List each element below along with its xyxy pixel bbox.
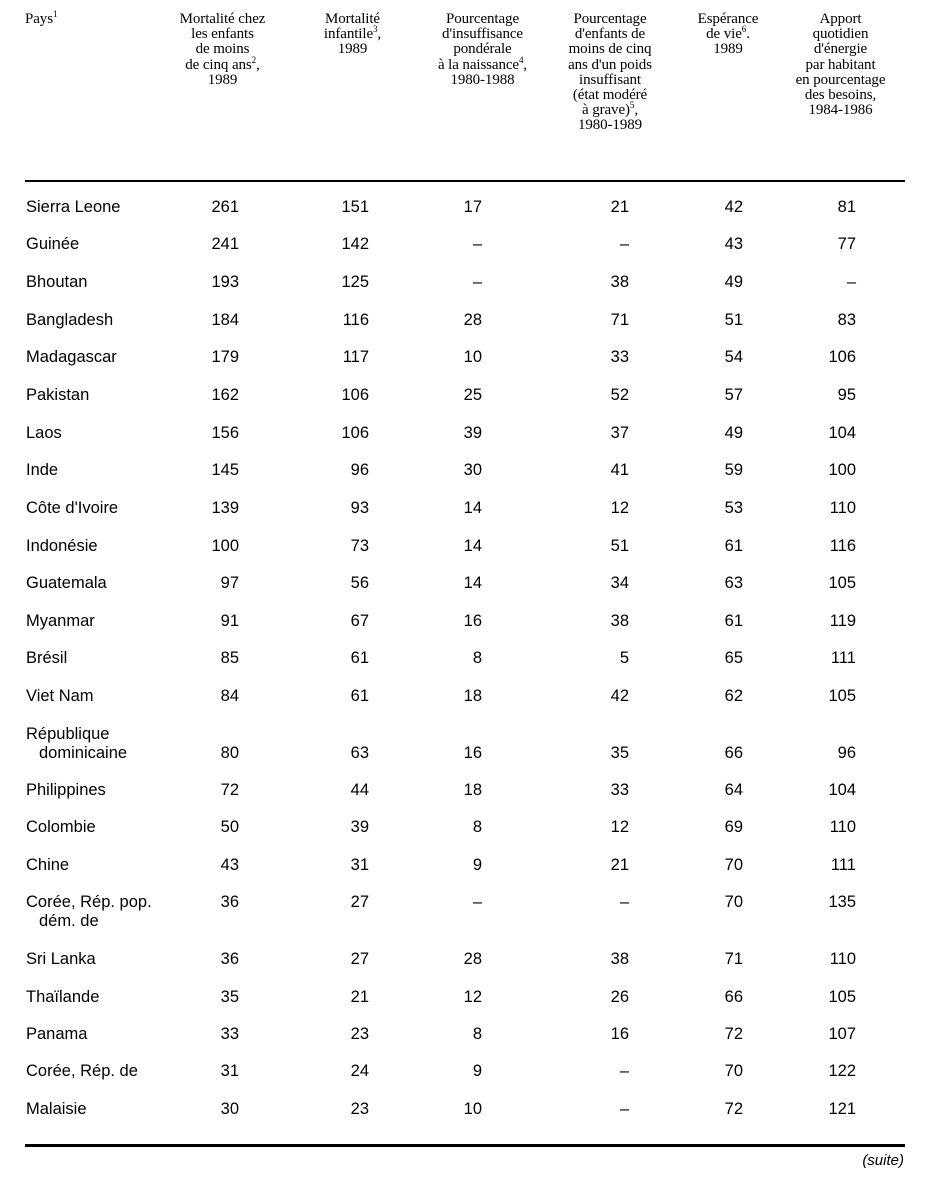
cell-underweight: 51 xyxy=(610,537,629,555)
cell-life: 70 xyxy=(724,1062,743,1080)
cell-u5: 31 xyxy=(220,1062,239,1080)
country-cell xyxy=(26,198,120,217)
header-pays-footnote: 1 xyxy=(52,9,58,19)
header-year: 1989 xyxy=(713,41,743,58)
cell-underweight: 37 xyxy=(610,424,629,442)
header-footnote: 4 xyxy=(519,54,524,65)
country-name: Panama xyxy=(26,1025,88,1043)
cell-life: 49 xyxy=(724,424,743,442)
cell-life: 66 xyxy=(724,744,743,762)
cell-life: 61 xyxy=(724,612,743,630)
cell-u5: 97 xyxy=(220,574,239,592)
header-line: ans d'un poids xyxy=(568,56,652,73)
cell-energy: 77 xyxy=(837,235,856,253)
country-name: Sierra Leone xyxy=(26,198,121,216)
cell-lbw: 16 xyxy=(463,744,482,762)
country-cell xyxy=(26,1100,87,1119)
header-line: d'énergie xyxy=(813,41,868,58)
header-line-with-footnote xyxy=(415,54,550,73)
header-under-five-mortality xyxy=(160,12,285,88)
header-line: Pourcentage xyxy=(573,11,647,27)
cell-infant: 151 xyxy=(341,198,369,216)
cell-energy: 95 xyxy=(837,386,856,404)
cell-infant: 24 xyxy=(350,1062,369,1080)
country-name: Corée, Rép. pop. xyxy=(26,893,152,911)
country-name: Brésil xyxy=(26,649,68,667)
cell-life: 61 xyxy=(724,537,743,555)
country-name: Myanmar xyxy=(26,612,95,630)
cell-energy: 135 xyxy=(828,893,856,911)
header-year: 1989 xyxy=(337,41,368,58)
country-name: Chine xyxy=(26,856,70,874)
country-cell xyxy=(26,386,89,405)
cell-infant: 21 xyxy=(350,988,369,1006)
country-name: Malaisie xyxy=(26,1100,87,1118)
cell-underweight: 33 xyxy=(610,348,629,366)
cell-underweight: – xyxy=(619,893,629,911)
cell-infant: 125 xyxy=(341,273,369,291)
country-cell xyxy=(26,273,87,292)
header-line: des besoins, xyxy=(804,87,877,104)
cell-life: 72 xyxy=(724,1025,743,1043)
country-cell xyxy=(26,499,118,518)
header-year: 1980-1988 xyxy=(450,71,515,88)
cell-underweight: 12 xyxy=(610,499,629,517)
cell-underweight: 26 xyxy=(610,988,629,1006)
header-line-text: de cinq ans xyxy=(185,56,252,73)
header-energy-supply xyxy=(778,12,903,118)
header-punct: , xyxy=(634,102,638,119)
table-bottom-rule xyxy=(25,1144,905,1147)
country-cell xyxy=(26,856,69,875)
cell-u5: 43 xyxy=(220,856,239,874)
country-cell xyxy=(26,461,58,480)
country-cell xyxy=(26,950,96,969)
header-line-text: à la naissance xyxy=(437,56,519,73)
header-line: Espérance xyxy=(697,11,759,27)
cell-lbw: 18 xyxy=(463,781,482,799)
cell-energy: 83 xyxy=(837,311,856,329)
cell-infant: 73 xyxy=(350,537,369,555)
cell-life: 51 xyxy=(724,311,743,329)
country-cell xyxy=(26,424,62,443)
cell-u5: 30 xyxy=(220,1100,239,1118)
header-line: 1984-1986 xyxy=(808,102,873,119)
cell-lbw: 14 xyxy=(463,537,482,555)
country-cell xyxy=(26,537,98,556)
cell-infant: 63 xyxy=(350,744,369,762)
cell-lbw: 18 xyxy=(463,687,482,705)
header-line-with-footnote xyxy=(295,24,410,43)
cell-u5: 85 xyxy=(220,649,239,667)
header-divider xyxy=(25,180,905,182)
country-cell xyxy=(26,1062,138,1081)
cell-life: 69 xyxy=(724,818,743,836)
cell-underweight: 38 xyxy=(610,273,629,291)
country-cell xyxy=(26,348,117,367)
continued-note: (suite) xyxy=(862,1152,904,1169)
country-name: Bhoutan xyxy=(26,273,88,291)
header-underweight-children xyxy=(550,12,670,134)
cell-energy: 110 xyxy=(829,818,856,836)
country-cell xyxy=(26,1025,87,1044)
cell-lbw: 30 xyxy=(463,461,482,479)
cell-life: 65 xyxy=(724,649,743,667)
cell-infant: 61 xyxy=(350,649,369,667)
cell-lbw: 12 xyxy=(463,988,482,1006)
cell-underweight: 71 xyxy=(610,311,629,329)
country-cell xyxy=(26,893,152,931)
country-name: Colombie xyxy=(26,818,96,836)
header-line: pondérale xyxy=(453,41,512,58)
cell-life: 63 xyxy=(724,574,743,592)
header-low-birthweight xyxy=(415,12,550,88)
cell-life: 71 xyxy=(724,950,743,968)
cell-life: 62 xyxy=(724,687,743,705)
header-line: (état modéré xyxy=(572,87,648,104)
cell-infant: 117 xyxy=(342,348,369,366)
country-cell xyxy=(26,574,107,593)
header-line-text: de vie xyxy=(706,26,742,43)
cell-lbw: – xyxy=(472,235,482,253)
country-cell xyxy=(26,687,94,706)
cell-infant: 93 xyxy=(350,499,369,517)
country-name: Guinée xyxy=(26,235,80,253)
header-line: Pourcentage xyxy=(445,11,520,27)
header-line: de moins xyxy=(195,41,250,58)
header-line-text: infantile xyxy=(323,26,374,43)
header-footnote: 5 xyxy=(629,100,635,111)
cell-life: 70 xyxy=(724,856,743,874)
country-name: Bangladesh xyxy=(26,311,114,329)
cell-lbw: 10 xyxy=(463,1100,482,1118)
header-punct: . xyxy=(746,26,750,43)
cell-underweight: – xyxy=(619,235,629,253)
country-name: Madagascar xyxy=(26,348,117,366)
cell-infant: 44 xyxy=(350,781,369,799)
cell-energy: 100 xyxy=(828,461,856,479)
cell-infant: 27 xyxy=(350,893,369,911)
cell-energy: 104 xyxy=(828,424,856,442)
cell-lbw: 10 xyxy=(463,348,482,366)
country-name: Viet Nam xyxy=(26,687,94,705)
country-name: Guatemala xyxy=(26,574,107,592)
country-name: Sri Lanka xyxy=(26,950,96,968)
header-punct: , xyxy=(256,56,260,73)
cell-underweight: 35 xyxy=(610,744,629,762)
cell-underweight: 34 xyxy=(610,574,629,592)
cell-u5: 241 xyxy=(211,235,239,253)
cell-lbw: 14 xyxy=(463,574,482,592)
cell-lbw: – xyxy=(472,893,482,911)
country-name: République xyxy=(26,725,110,743)
cell-infant: 96 xyxy=(350,461,369,479)
country-name: Philippines xyxy=(26,781,106,799)
header-footnote: 2 xyxy=(251,54,257,65)
cell-underweight: 41 xyxy=(610,461,629,479)
cell-energy: 105 xyxy=(828,988,856,1006)
country-cell xyxy=(26,781,106,800)
cell-underweight: – xyxy=(619,1062,629,1080)
cell-underweight: – xyxy=(619,1100,629,1118)
cell-energy: – xyxy=(846,273,856,291)
cell-infant: 106 xyxy=(341,386,369,404)
cell-lbw: – xyxy=(472,273,482,291)
cell-infant: 56 xyxy=(350,574,369,592)
cell-underweight: 5 xyxy=(619,649,629,667)
country-cell xyxy=(26,725,127,763)
country-name: Thaïlande xyxy=(26,988,100,1006)
country-cell xyxy=(26,818,96,837)
country-name-continued: dém. de xyxy=(39,912,99,930)
cell-energy: 122 xyxy=(828,1062,856,1080)
cell-energy: 121 xyxy=(828,1100,856,1118)
cell-underweight: 16 xyxy=(610,1025,629,1043)
country-cell xyxy=(26,988,99,1007)
cell-energy: 105 xyxy=(828,687,856,705)
cell-u5: 33 xyxy=(220,1025,239,1043)
header-line: par habitant xyxy=(805,56,876,73)
header-line-with-footnote xyxy=(550,100,670,119)
cell-underweight: 38 xyxy=(610,950,629,968)
cell-life: 57 xyxy=(724,386,743,404)
cell-infant: 142 xyxy=(341,235,369,253)
header-line: quotidien xyxy=(812,26,869,43)
cell-life: 42 xyxy=(724,198,743,216)
cell-energy: 110 xyxy=(829,499,856,517)
header-footnote: 6 xyxy=(741,24,747,35)
country-name: Indonésie xyxy=(26,537,98,555)
cell-u5: 91 xyxy=(220,612,239,630)
header-punct: , xyxy=(523,56,528,73)
cell-lbw: 16 xyxy=(463,612,482,630)
cell-infant: 31 xyxy=(350,856,369,874)
cell-u5: 179 xyxy=(211,348,239,366)
cell-lbw: 28 xyxy=(463,311,482,329)
cell-u5: 162 xyxy=(211,386,239,404)
cell-energy: 111 xyxy=(830,856,856,874)
country-cell xyxy=(26,649,67,668)
header-line-with-footnote xyxy=(678,24,778,43)
cell-energy: 105 xyxy=(828,574,856,592)
cell-life: 70 xyxy=(724,893,743,911)
cell-infant: 39 xyxy=(350,818,369,836)
cell-underweight: 52 xyxy=(610,386,629,404)
cell-u5: 193 xyxy=(211,273,239,291)
header-punct: , xyxy=(377,26,382,43)
cell-infant: 23 xyxy=(350,1025,369,1043)
cell-energy: 110 xyxy=(829,950,856,968)
header-line: d'enfants de xyxy=(574,26,646,43)
header-line-text: à grave) xyxy=(582,102,630,119)
header-line: moins de cinq xyxy=(568,41,652,58)
cell-life: 72 xyxy=(724,1100,743,1118)
cell-lbw: 9 xyxy=(472,1062,482,1080)
cell-u5: 80 xyxy=(220,744,239,762)
cell-energy: 96 xyxy=(837,744,856,762)
cell-life: 53 xyxy=(724,499,743,517)
country-cell xyxy=(26,311,113,330)
cell-energy: 107 xyxy=(828,1025,856,1043)
cell-energy: 106 xyxy=(828,348,856,366)
header-line: les enfants xyxy=(191,26,254,43)
country-name: Inde xyxy=(26,461,59,479)
country-name: Côte d'Ivoire xyxy=(26,499,119,517)
country-name: Corée, Rép. de xyxy=(26,1062,138,1080)
cell-u5: 84 xyxy=(220,687,239,705)
cell-u5: 156 xyxy=(211,424,239,442)
cell-life: 64 xyxy=(724,781,743,799)
header-pays xyxy=(25,9,95,27)
cell-life: 43 xyxy=(724,235,743,253)
header-line: Apport xyxy=(819,11,862,27)
cell-u5: 35 xyxy=(220,988,239,1006)
cell-lbw: 28 xyxy=(463,950,482,968)
cell-energy: 111 xyxy=(830,649,856,667)
cell-infant: 27 xyxy=(350,950,369,968)
cell-life: 54 xyxy=(724,348,743,366)
cell-lbw: 9 xyxy=(472,856,482,874)
cell-underweight: 21 xyxy=(610,856,629,874)
cell-u5: 184 xyxy=(211,311,239,329)
cell-energy: 81 xyxy=(837,198,856,216)
header-pays-text: Pays xyxy=(25,11,53,27)
cell-u5: 145 xyxy=(211,461,239,479)
cell-underweight: 33 xyxy=(610,781,629,799)
cell-underweight: 42 xyxy=(610,687,629,705)
header-life-expectancy xyxy=(678,12,778,58)
country-name: Pakistan xyxy=(26,386,90,404)
cell-lbw: 14 xyxy=(463,499,482,517)
header-line: d'insuffisance xyxy=(441,26,523,43)
cell-energy: 104 xyxy=(828,781,856,799)
header-year: 1989 xyxy=(207,71,238,88)
cell-infant: 106 xyxy=(341,424,369,442)
header-line: Mortalité chez xyxy=(179,11,266,27)
cell-lbw: 8 xyxy=(472,818,482,836)
country-name-continued: dominicaine xyxy=(39,744,128,762)
cell-underweight: 12 xyxy=(610,818,629,836)
cell-u5: 36 xyxy=(220,893,239,911)
header-year: 1980-1989 xyxy=(577,117,643,134)
header-infant-mortality xyxy=(295,12,410,58)
cell-infant: 67 xyxy=(350,612,369,630)
cell-lbw: 8 xyxy=(472,1025,482,1043)
cell-energy: 116 xyxy=(829,537,856,555)
cell-u5: 72 xyxy=(220,781,239,799)
cell-u5: 261 xyxy=(211,198,239,216)
cell-underweight: 38 xyxy=(610,612,629,630)
cell-lbw: 8 xyxy=(472,649,482,667)
country-cell xyxy=(26,235,79,254)
cell-life: 49 xyxy=(724,273,743,291)
header-line-with-footnote xyxy=(160,54,285,73)
header-footnote: 3 xyxy=(373,24,378,35)
cell-life: 66 xyxy=(724,988,743,1006)
cell-infant: 23 xyxy=(350,1100,369,1118)
cell-u5: 36 xyxy=(220,950,239,968)
header-line: insuffisant xyxy=(579,71,641,88)
country-name: Laos xyxy=(26,424,62,442)
country-cell xyxy=(26,612,95,631)
cell-underweight: 21 xyxy=(610,198,629,216)
header-line: Mortalité xyxy=(325,11,380,27)
cell-lbw: 17 xyxy=(463,198,482,216)
cell-lbw: 39 xyxy=(463,424,482,442)
cell-infant: 61 xyxy=(350,687,369,705)
cell-energy: 119 xyxy=(829,612,856,630)
cell-u5: 50 xyxy=(220,818,239,836)
cell-u5: 139 xyxy=(211,499,239,517)
cell-lbw: 25 xyxy=(463,386,482,404)
cell-u5: 100 xyxy=(211,537,239,555)
cell-life: 59 xyxy=(724,461,743,479)
cell-infant: 116 xyxy=(342,311,369,329)
header-line: en pourcentage xyxy=(795,71,886,88)
